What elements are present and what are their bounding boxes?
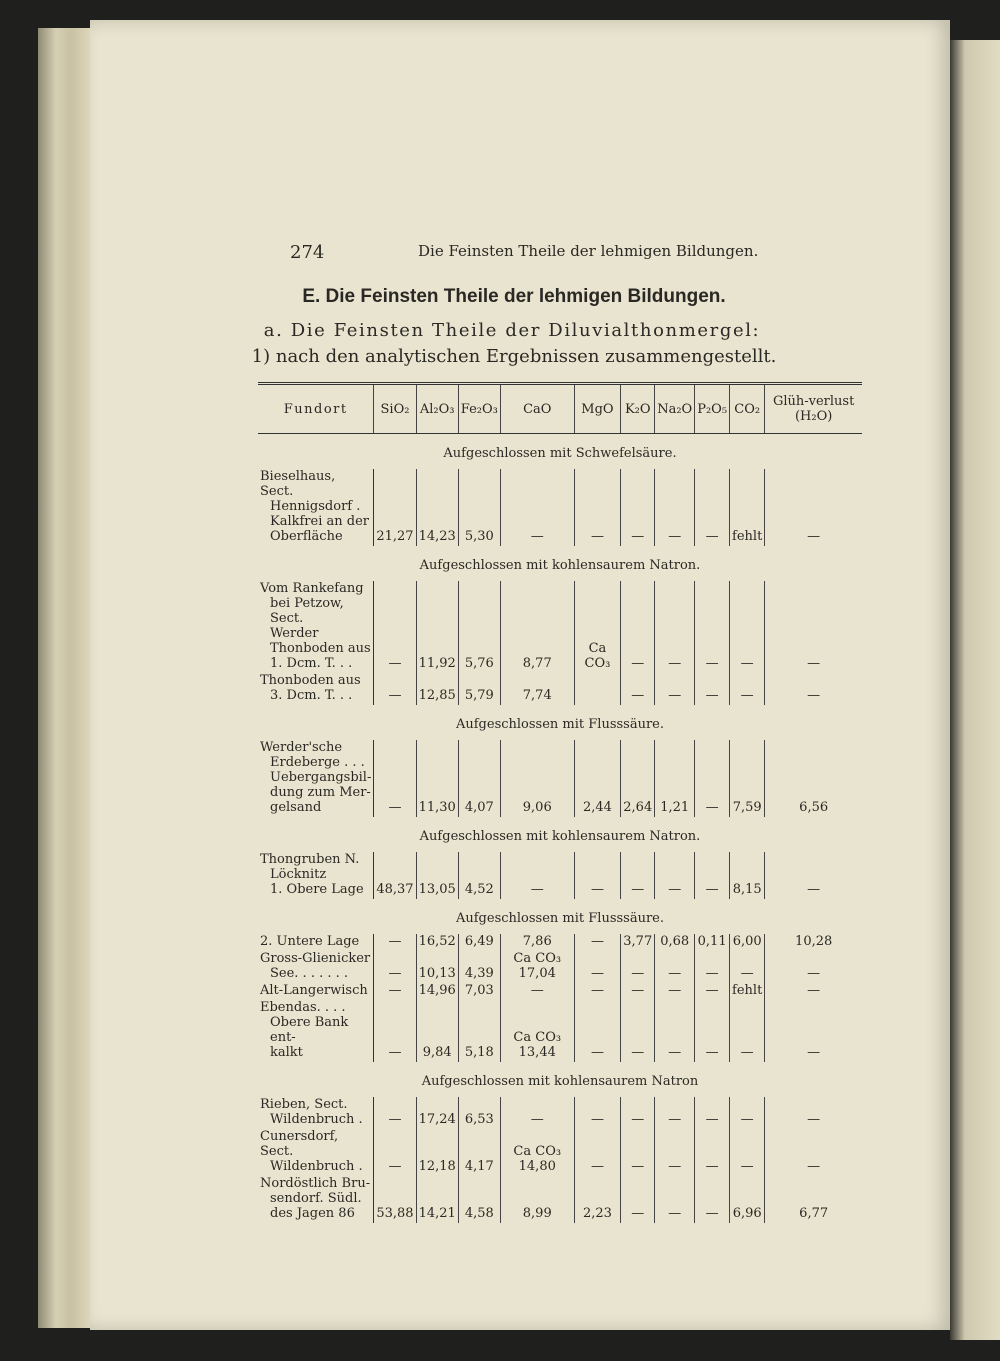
cell-cao: Ca CO₃ 13,44: [500, 1000, 574, 1062]
cell-sio2: 21,27: [374, 469, 416, 546]
table-row: [258, 951, 862, 983]
cell-p2o5: —: [695, 581, 730, 673]
cell-fe2o3: 7,03: [458, 983, 500, 1000]
cell-cao: 8,99: [500, 1176, 574, 1223]
cell-co2: fehlt: [730, 469, 765, 546]
cell-p2o5: —: [695, 852, 730, 899]
cell-p2o5: —: [695, 1000, 730, 1062]
table-body: [258, 434, 862, 1224]
cell-al2o3: 14,23: [416, 469, 458, 546]
cell-gluehverlust: —: [765, 1097, 862, 1129]
cell-mgo: 2,44: [574, 740, 621, 817]
cell-gluehverlust: —: [765, 951, 862, 983]
cell-cao: —: [500, 469, 574, 546]
section-heading-e: E. Die Feinsten Theile der lehmigen Bildungen.: [302, 286, 726, 307]
cell-mgo: —: [574, 1000, 621, 1062]
subsection-heading-a: a. Die Feinsten Theile der Diluvialthonmergel:: [263, 320, 761, 341]
cell-al2o3: 14,21: [416, 1176, 458, 1223]
fundort-line: Bieselhaus, Sect.: [260, 469, 336, 499]
cell-co2: 6,96: [730, 1176, 765, 1223]
cell-sio2: —: [374, 740, 416, 817]
cell-mgo: 2,23: [574, 1176, 621, 1223]
table-row: [258, 1097, 862, 1129]
cell-fundort: [258, 934, 374, 951]
cell-k2o: —: [621, 852, 655, 899]
fundort-line: 2. Untere Lage: [260, 934, 360, 949]
fundort-line: Erdeberge . . .: [270, 755, 365, 770]
cell-na2o: —: [655, 1176, 695, 1223]
fundort-line: Kalkfrei an der: [270, 514, 369, 529]
section-label: Aufgeschlossen mit Flusssäure.: [455, 717, 664, 732]
table-row: [258, 1000, 862, 1062]
cell-p2o5: 0,11: [695, 934, 730, 951]
header-cao: CaO: [500, 384, 574, 434]
fundort-line: Wildenbruch .: [270, 1112, 363, 1127]
section-label-row: [258, 705, 862, 740]
cell-al2o3: 16,52: [416, 934, 458, 951]
cell-sio2: —: [374, 983, 416, 1000]
fundort-line: Cunersdorf, Sect.: [260, 1129, 339, 1159]
fundort-line: Werder'sche: [260, 740, 343, 755]
header-fundort: Fundort: [258, 384, 374, 434]
cell-al2o3: 12,85: [416, 673, 458, 705]
cell-k2o: —: [621, 1176, 655, 1223]
fundort-line: Oberfläche: [270, 529, 343, 544]
cell-mgo: Ca CO₃: [574, 581, 621, 673]
cell-co2: —: [730, 1129, 765, 1176]
book-page-edges: [38, 28, 98, 1328]
cell-sio2: 48,37: [374, 852, 416, 899]
cell-fundort: [258, 1097, 374, 1129]
header-fe2o3: Fe₂O₃: [458, 384, 500, 434]
cell-fe2o3: 4,58: [458, 1176, 500, 1223]
facing-page-edge: [950, 40, 1000, 1340]
cell-na2o: —: [655, 581, 695, 673]
cell-sio2: —: [374, 1097, 416, 1129]
cell-al2o3: 9,84: [416, 1000, 458, 1062]
fundort-line: gelsand: [270, 800, 322, 815]
cell-gluehverlust: —: [765, 469, 862, 546]
header-row: [258, 384, 862, 434]
fundort-line: Alt-Langerwisch: [260, 983, 368, 998]
fundort-line: Nordöstlich Bru-: [260, 1176, 371, 1191]
fundort-line: Obere Bank ent-: [270, 1015, 349, 1045]
cell-fundort: [258, 581, 374, 673]
cell-gluehverlust: —: [765, 581, 862, 673]
cell-sio2: —: [374, 673, 416, 705]
fundort-line: bei Petzow, Sect.: [270, 596, 344, 626]
cell-cao: 9,06: [500, 740, 574, 817]
fundort-line: Wildenbruch .: [270, 1159, 363, 1174]
cell-k2o: —: [621, 673, 655, 705]
cell-fe2o3: 4,17: [458, 1129, 500, 1176]
fundort-line: See. . . . . . .: [270, 966, 349, 981]
cell-sio2: —: [374, 1000, 416, 1062]
cell-p2o5: —: [695, 1129, 730, 1176]
header-gluehverlust: Glüh-verlust (H₂O): [765, 384, 862, 434]
header-al2o3: Al₂O₃: [416, 384, 458, 434]
cell-k2o: 3,77: [621, 934, 655, 951]
cell-gluehverlust: —: [765, 983, 862, 1000]
cell-fundort: [258, 1000, 374, 1062]
header-co2: CO₂: [730, 384, 765, 434]
table-row: [258, 1129, 862, 1176]
header-p2o5: P₂O₅: [695, 384, 730, 434]
cell-co2: —: [730, 673, 765, 705]
cell-na2o: 0,68: [655, 934, 695, 951]
cell-k2o: —: [621, 1097, 655, 1129]
cell-co2: —: [730, 1097, 765, 1129]
cell-fundort: [258, 852, 374, 899]
table-row: [258, 740, 862, 817]
analysis-table: [258, 382, 862, 1223]
cell-p2o5: —: [695, 1176, 730, 1223]
cell-co2: 7,59: [730, 740, 765, 817]
cell-gluehverlust: —: [765, 673, 862, 705]
cell-mgo: —: [574, 852, 621, 899]
fundort-line: Thonboden aus: [260, 673, 361, 688]
fundort-line: des Jagen 86: [270, 1206, 355, 1221]
cell-co2: —: [730, 581, 765, 673]
cell-k2o: —: [621, 1129, 655, 1176]
section-label-row: [258, 546, 862, 581]
cell-cao: 7,74: [500, 673, 574, 705]
cell-cao: —: [500, 852, 574, 899]
cell-k2o: —: [621, 983, 655, 1000]
cell-cao: —: [500, 1097, 574, 1129]
header-sio2: SiO₂: [374, 384, 416, 434]
cell-cao: Ca CO₃ 17,04: [500, 951, 574, 983]
cell-cao: —: [500, 983, 574, 1000]
section-label-row: [258, 817, 862, 852]
cell-na2o: —: [655, 852, 695, 899]
table-row: [258, 673, 862, 705]
fundort-line: dung zum Mer-: [270, 785, 371, 800]
cell-gluehverlust: —: [765, 1129, 862, 1176]
cell-sio2: —: [374, 581, 416, 673]
cell-p2o5: —: [695, 1097, 730, 1129]
cell-p2o5: —: [695, 740, 730, 817]
cell-p2o5: —: [695, 951, 730, 983]
cell-gluehverlust: 6,77: [765, 1176, 862, 1223]
section-label-row: [258, 899, 862, 934]
cell-p2o5: —: [695, 983, 730, 1000]
fundort-line: 3. Dcm. T. . .: [270, 688, 353, 703]
fundort-line: 1. Dcm. T. . .: [270, 656, 353, 671]
table-row: [258, 581, 862, 673]
cell-fe2o3: 6,53: [458, 1097, 500, 1129]
cell-mgo: [574, 673, 621, 705]
cell-fundort: [258, 1176, 374, 1223]
section-label: Aufgeschlossen mit kohlensaurem Natron: [421, 1074, 699, 1089]
cell-gluehverlust: 6,56: [765, 740, 862, 817]
cell-co2: —: [730, 951, 765, 983]
cell-sio2: —: [374, 1129, 416, 1176]
fundort-line: Vom Rankefang: [260, 581, 364, 596]
fundort-line: 1. Obere Lage: [270, 882, 364, 897]
fundort-line: Werder: [270, 626, 319, 641]
cell-co2: —: [730, 1000, 765, 1062]
cell-fe2o3: 4,39: [458, 951, 500, 983]
table-row: [258, 983, 862, 1000]
cell-p2o5: —: [695, 673, 730, 705]
cell-fundort: [258, 1129, 374, 1176]
subsection-heading-1: 1) nach den analytischen Ergebnissen zusammengestellt.: [251, 346, 777, 367]
cell-na2o: —: [655, 1000, 695, 1062]
cell-na2o: 1,21: [655, 740, 695, 817]
cell-al2o3: 12,18: [416, 1129, 458, 1176]
cell-mgo: —: [574, 983, 621, 1000]
cell-al2o3: 13,05: [416, 852, 458, 899]
cell-k2o: —: [621, 1000, 655, 1062]
cell-fe2o3: 6,49: [458, 934, 500, 951]
table-row: [258, 852, 862, 899]
cell-gluehverlust: 10,28: [765, 934, 862, 951]
fundort-line: Löcknitz: [270, 867, 327, 882]
cell-fe2o3: 5,76: [458, 581, 500, 673]
cell-cao: 8,77: [500, 581, 574, 673]
cell-mgo: —: [574, 951, 621, 983]
cell-gluehverlust: —: [765, 1000, 862, 1062]
cell-mgo: —: [574, 934, 621, 951]
cell-na2o: —: [655, 673, 695, 705]
cell-fe2o3: 4,07: [458, 740, 500, 817]
section-label: Aufgeschlossen mit Schwefelsäure.: [443, 446, 677, 461]
table-row: [258, 934, 862, 951]
cell-k2o: 2,64: [621, 740, 655, 817]
header-mgo: MgO: [574, 384, 621, 434]
cell-fe2o3: 5,79: [458, 673, 500, 705]
table-row: [258, 469, 862, 546]
cell-sio2: —: [374, 951, 416, 983]
cell-k2o: —: [621, 951, 655, 983]
cell-co2: 8,15: [730, 852, 765, 899]
cell-fe2o3: 5,18: [458, 1000, 500, 1062]
book-page: [90, 20, 950, 1330]
cell-al2o3: 11,30: [416, 740, 458, 817]
section-label-row: [258, 1062, 862, 1097]
cell-fundort: [258, 983, 374, 1000]
fundort-line: Hennigsdorf .: [270, 499, 361, 514]
fundort-line: Thongruben N.: [260, 852, 360, 867]
cell-cao: Ca CO₃ 14,80: [500, 1129, 574, 1176]
cell-gluehverlust: —: [765, 852, 862, 899]
fundort-line: kalkt: [270, 1045, 303, 1060]
cell-na2o: —: [655, 983, 695, 1000]
cell-al2o3: 10,13: [416, 951, 458, 983]
cell-mgo: —: [574, 469, 621, 546]
cell-co2: fehlt: [730, 983, 765, 1000]
cell-na2o: —: [655, 1097, 695, 1129]
cell-fundort: [258, 469, 374, 546]
page-number: 274: [290, 242, 325, 263]
cell-na2o: —: [655, 1129, 695, 1176]
cell-fe2o3: 5,30: [458, 469, 500, 546]
cell-co2: 6,00: [730, 934, 765, 951]
fundort-line: sendorf. Südl.: [270, 1191, 362, 1206]
cell-al2o3: 17,24: [416, 1097, 458, 1129]
cell-fundort: [258, 740, 374, 817]
cell-sio2: 53,88: [374, 1176, 416, 1223]
fundort-line: Rieben, Sect.: [260, 1097, 348, 1112]
fundort-line: Uebergangsbil-: [270, 770, 372, 785]
cell-al2o3: 11,92: [416, 581, 458, 673]
fundort-line: Thonboden aus: [270, 641, 371, 656]
section-label: Aufgeschlossen mit kohlensaurem Natron.: [419, 829, 701, 844]
cell-al2o3: 14,96: [416, 983, 458, 1000]
cell-na2o: —: [655, 951, 695, 983]
cell-sio2: —: [374, 934, 416, 951]
running-title: Die Feinsten Theile der lehmigen Bildungen.: [418, 242, 759, 260]
cell-p2o5: —: [695, 469, 730, 546]
section-label: Aufgeschlossen mit kohlensaurem Natron.: [419, 558, 701, 573]
cell-fe2o3: 4,52: [458, 852, 500, 899]
cell-mgo: —: [574, 1097, 621, 1129]
cell-k2o: —: [621, 581, 655, 673]
cell-na2o: —: [655, 469, 695, 546]
cell-mgo: —: [574, 1129, 621, 1176]
cell-k2o: —: [621, 469, 655, 546]
section-label: Aufgeschlossen mit Flusssäure.: [455, 911, 664, 926]
cell-fundort: [258, 951, 374, 983]
cell-fundort: [258, 673, 374, 705]
table-row: [258, 1176, 862, 1223]
fundort-line: Gross-Glienicker: [260, 951, 371, 966]
fundort-line: Ebendas. . . .: [260, 1000, 346, 1015]
section-label-row: [258, 434, 862, 470]
header-k2o: K₂O: [621, 384, 655, 434]
cell-cao: 7,86: [500, 934, 574, 951]
header-na2o: Na₂O: [655, 384, 695, 434]
